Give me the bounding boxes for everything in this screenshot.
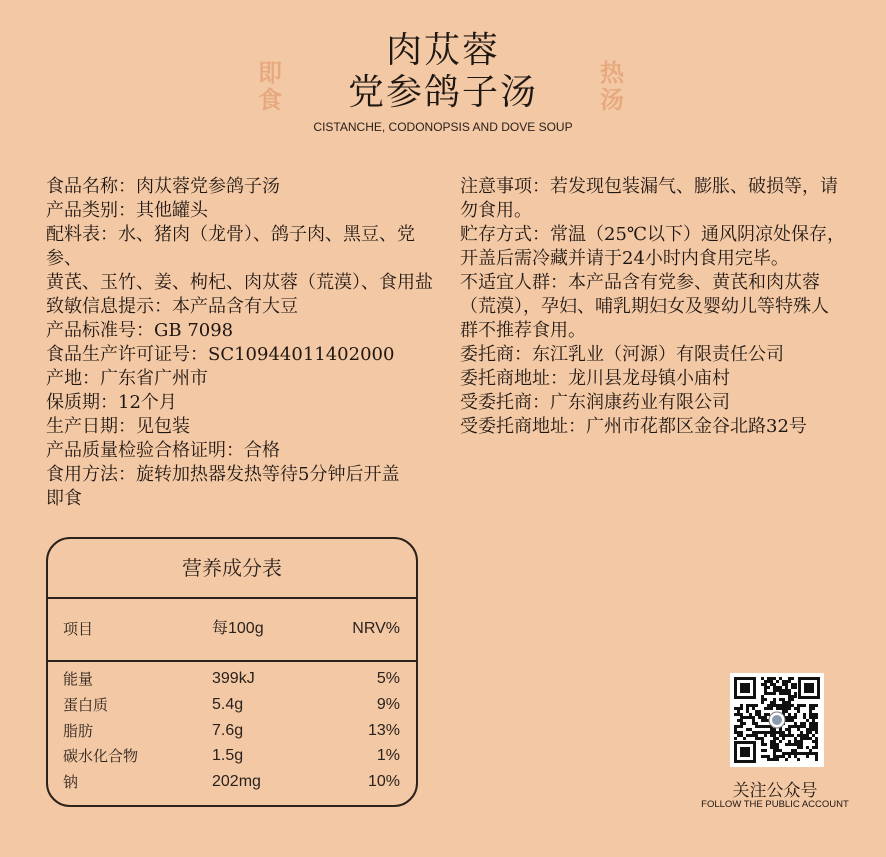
left-tag bbox=[258, 60, 282, 114]
info-line: 生产日期：见包装 bbox=[46, 416, 190, 437]
nutrient-name: 蛋白质 bbox=[63, 696, 109, 714]
nutrient-amount: 202mg bbox=[212, 773, 261, 790]
table-row bbox=[48, 667, 416, 691]
table-row bbox=[48, 719, 416, 743]
nutrient-amount: 5.4g bbox=[212, 696, 244, 713]
info-line: （荒漠），孕妇、哺乳期妇女及婴幼儿等特殊人 bbox=[460, 296, 829, 317]
nutrient-amount: 7.6g bbox=[212, 722, 244, 739]
right-tag-char-1: 热 bbox=[600, 59, 624, 87]
nutrient-nrv: 10% bbox=[367, 773, 400, 790]
info-line: 食品生产许可证号：SC10944011402000 bbox=[46, 344, 395, 365]
nutrition-table-title: 营养成分表 bbox=[48, 539, 416, 599]
left-tag-char-1: 即 bbox=[258, 59, 282, 87]
nutrient-amount: 399kJ bbox=[212, 670, 255, 687]
left-tag-char-2: 食 bbox=[258, 86, 282, 114]
nutrient-name: 能量 bbox=[63, 670, 94, 688]
qr-label-cn: 关注公众号 bbox=[732, 781, 818, 801]
info-line: 委托商地址：龙川县龙母镇小庙村 bbox=[460, 368, 730, 389]
qr-label-en: FOLLOW THE PUBLIC ACCOUNT bbox=[701, 799, 849, 810]
nutrient-name: 脂肪 bbox=[63, 722, 94, 740]
info-line: 受委托商地址：广州市花都区金谷北路32号 bbox=[460, 416, 807, 437]
info-line: 配料表：水、猪肉（龙骨）、鸽子肉、黑豆、党参、 bbox=[46, 224, 415, 269]
qr-code[interactable] bbox=[730, 673, 824, 767]
info-line: 委托商：东江乳业（河源）有限责任公司 bbox=[460, 344, 784, 365]
nutrient-nrv: 9% bbox=[376, 696, 400, 713]
table-row bbox=[48, 693, 416, 717]
title-line-2: 党参鸽子汤 bbox=[347, 72, 538, 113]
table-row bbox=[48, 744, 416, 768]
product-info-left bbox=[46, 175, 446, 511]
right-tag-char-2: 汤 bbox=[600, 86, 624, 114]
info-line: 产品质量检验合格证明：合格 bbox=[46, 440, 280, 461]
table-row bbox=[48, 770, 416, 794]
info-line: 不适宜人群：本产品含有党参、黄芪和肉苁蓉 bbox=[460, 272, 820, 293]
nutrient-name: 碳水化合物 bbox=[63, 747, 139, 765]
right-tag bbox=[600, 60, 624, 114]
product-title bbox=[0, 30, 886, 114]
nutrient-nrv: 1% bbox=[376, 747, 400, 764]
info-line: 黄芪、玉竹、姜、枸杞、肉苁蓉（荒漠）、食用盐 bbox=[46, 272, 433, 293]
info-line: 勿食用。 bbox=[460, 200, 532, 221]
nutrient-nrv: 5% bbox=[376, 670, 400, 687]
info-line: 食用方法：旋转加热器发热等待5分钟后开盖 bbox=[46, 464, 400, 485]
nutrition-divider bbox=[48, 660, 416, 662]
title-line-1: 肉苁蓉 bbox=[385, 30, 500, 71]
nutrition-header-row bbox=[48, 617, 416, 641]
info-line: 致敏信息提示：本产品含有大豆 bbox=[46, 296, 298, 317]
nutrition-table bbox=[46, 537, 418, 807]
product-info-right bbox=[460, 175, 870, 439]
info-line: 食品名称：肉苁蓉党参鸽子汤 bbox=[46, 176, 280, 197]
english-subtitle: CISTANCHE, CODONOPSIS AND DOVE SOUP bbox=[313, 120, 573, 134]
info-line: 贮存方式：常温（25℃以下）通风阴凉处保存， bbox=[460, 224, 846, 245]
nutrient-nrv: 13% bbox=[367, 722, 400, 739]
info-line: 保质期：12个月 bbox=[46, 392, 177, 413]
header-nrv: NRV% bbox=[352, 620, 400, 637]
header-per-100g: 每100g bbox=[212, 620, 264, 637]
info-line: 注意事项：若发现包装漏气、膨胀、破损等，请 bbox=[460, 176, 838, 197]
info-line: 开盖后需冷藏并请于24小时内食用完毕。 bbox=[460, 248, 789, 269]
info-line: 群不推荐食用。 bbox=[460, 320, 586, 341]
info-line: 产品类别：其他罐头 bbox=[46, 200, 208, 221]
info-line: 受委托商：广东润康药业有限公司 bbox=[460, 392, 730, 413]
info-line: 产品标准号：GB 7098 bbox=[46, 320, 234, 341]
header-item: 项目 bbox=[63, 620, 94, 638]
nutrient-name: 钠 bbox=[63, 773, 79, 791]
info-line: 即食 bbox=[46, 488, 82, 509]
nutrient-amount: 1.5g bbox=[212, 747, 244, 764]
info-line: 产地：广东省广州市 bbox=[46, 368, 208, 389]
